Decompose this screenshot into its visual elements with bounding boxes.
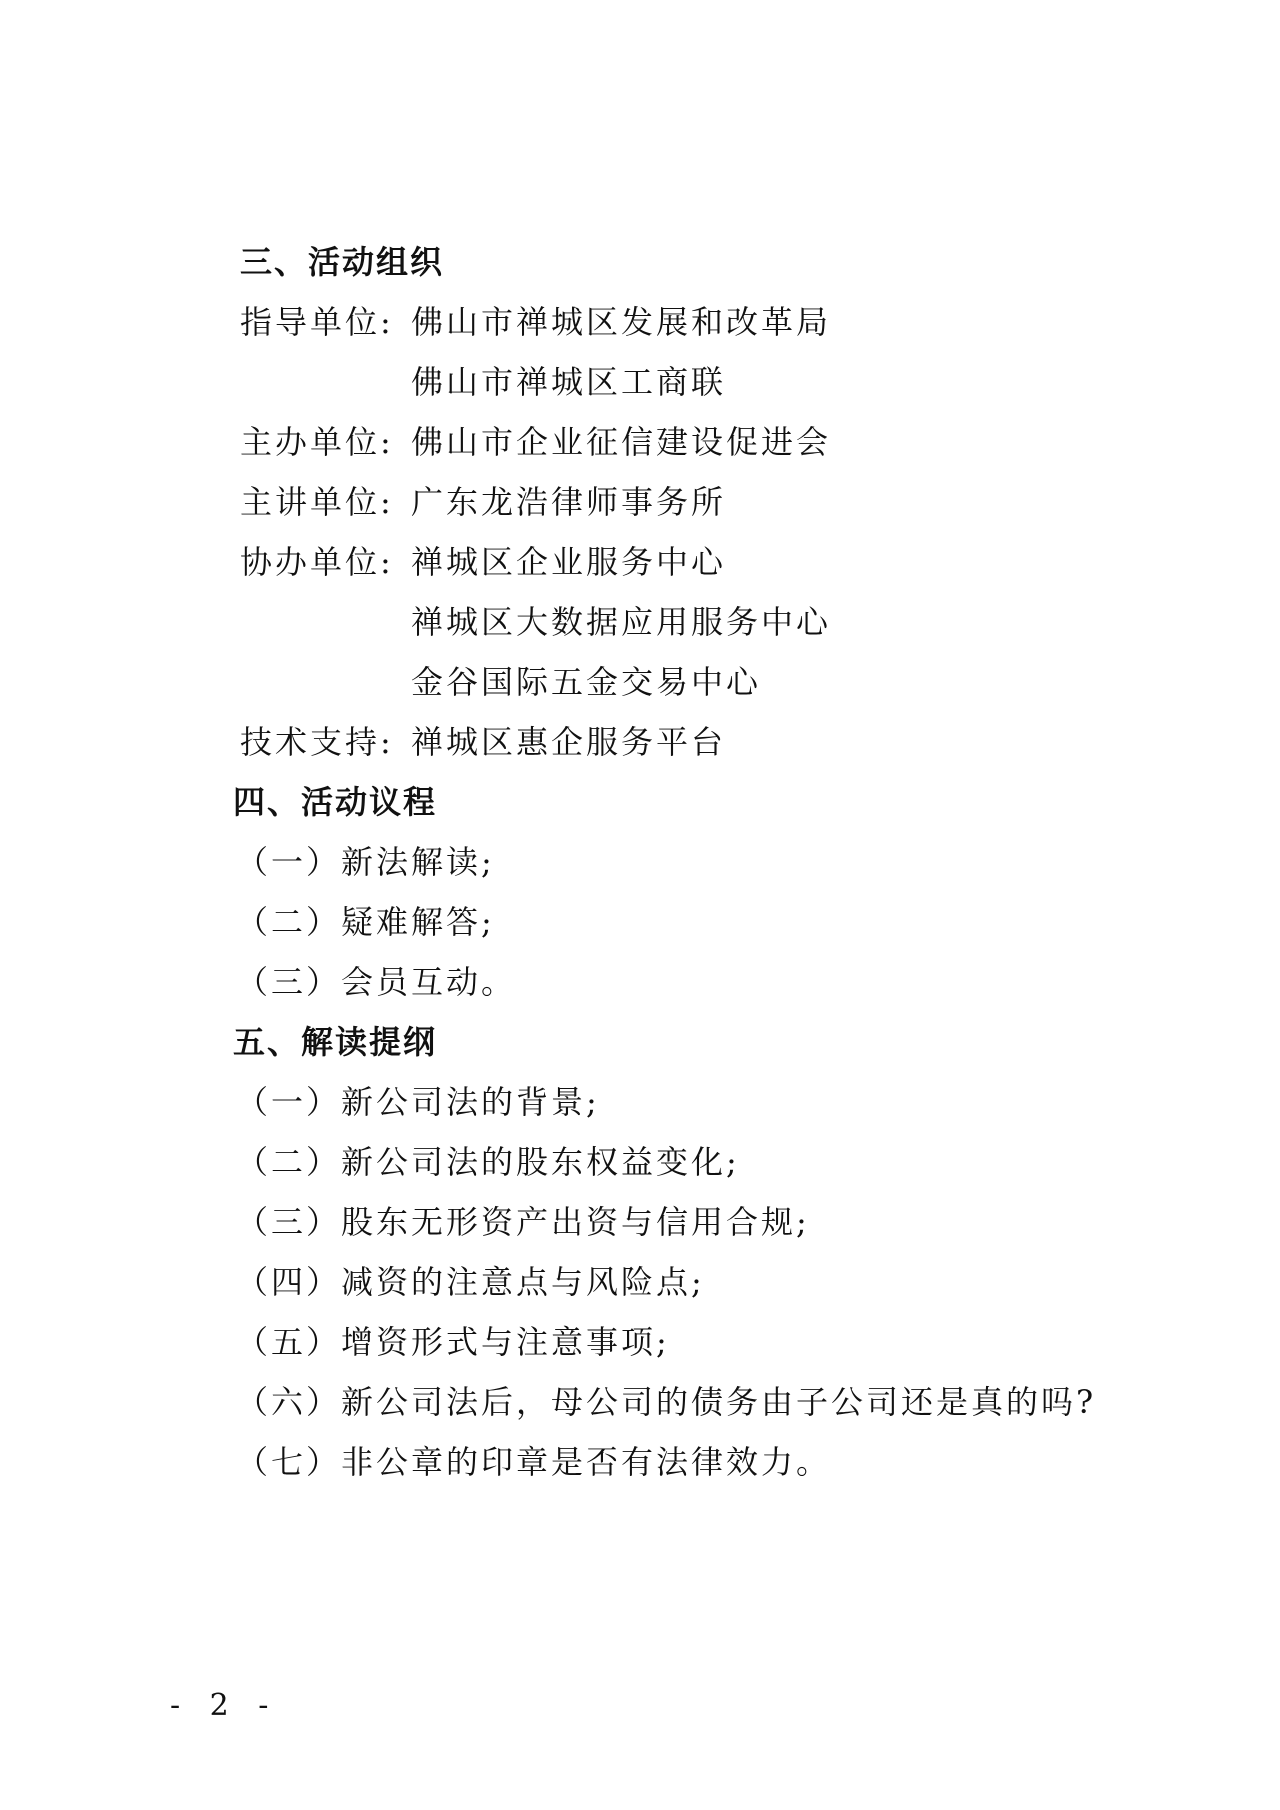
outline-item: （七）非公章的印章是否有法律效力。 [236,1443,832,1481]
co-unit-3: 金谷国际五金交易中心 [411,663,762,701]
co-unit-row [240,542,727,582]
tech-support-label: 技术支持: [240,723,394,761]
page-number: - 2 - [170,1688,279,1723]
host-unit-row [240,422,832,462]
co-unit-2: 禅城区大数据应用服务中心 [411,603,832,641]
section3-heading: 三、活动组织 [240,243,445,281]
guiding-unit-row [240,302,832,342]
speaker-unit-row [240,482,727,522]
outline-item: （二）新公司法的股东权益变化; [236,1143,740,1181]
outline-item: （三）股东无形资产出资与信用合规; [236,1203,810,1241]
host-unit: 佛山市企业征信建设促进会 [411,423,832,461]
outline-item: （五）增资形式与注意事项; [236,1323,670,1361]
outline-item: （六）新公司法后，母公司的债务由子公司还是真的吗? [236,1383,1097,1421]
host-unit-label: 主办单位: [240,423,394,461]
section4-heading: 四、活动议程 [233,783,438,821]
agenda-item: （一）新法解读; [236,843,495,881]
outline-item: （一）新公司法的背景; [236,1083,600,1121]
speaker-unit: 广东龙浩律师事务所 [411,483,727,521]
co-unit-1: 禅城区企业服务中心 [411,543,727,581]
outline-item: （四）减资的注意点与风险点; [236,1263,705,1301]
guiding-unit-2: 佛山市禅城区工商联 [411,363,727,401]
tech-support-row [240,722,727,762]
guiding-unit-1: 佛山市禅城区发展和改革局 [411,303,832,341]
agenda-item: （三）会员互动。 [236,963,517,1001]
agenda-item: （二）疑难解答; [236,903,495,941]
co-unit-label: 协办单位: [240,543,394,581]
speaker-unit-label: 主讲单位: [240,483,394,521]
section5-heading: 五、解读提纲 [233,1023,438,1061]
tech-support: 禅城区惠企服务平台 [411,723,727,761]
guiding-unit-label: 指导单位: [240,303,394,341]
